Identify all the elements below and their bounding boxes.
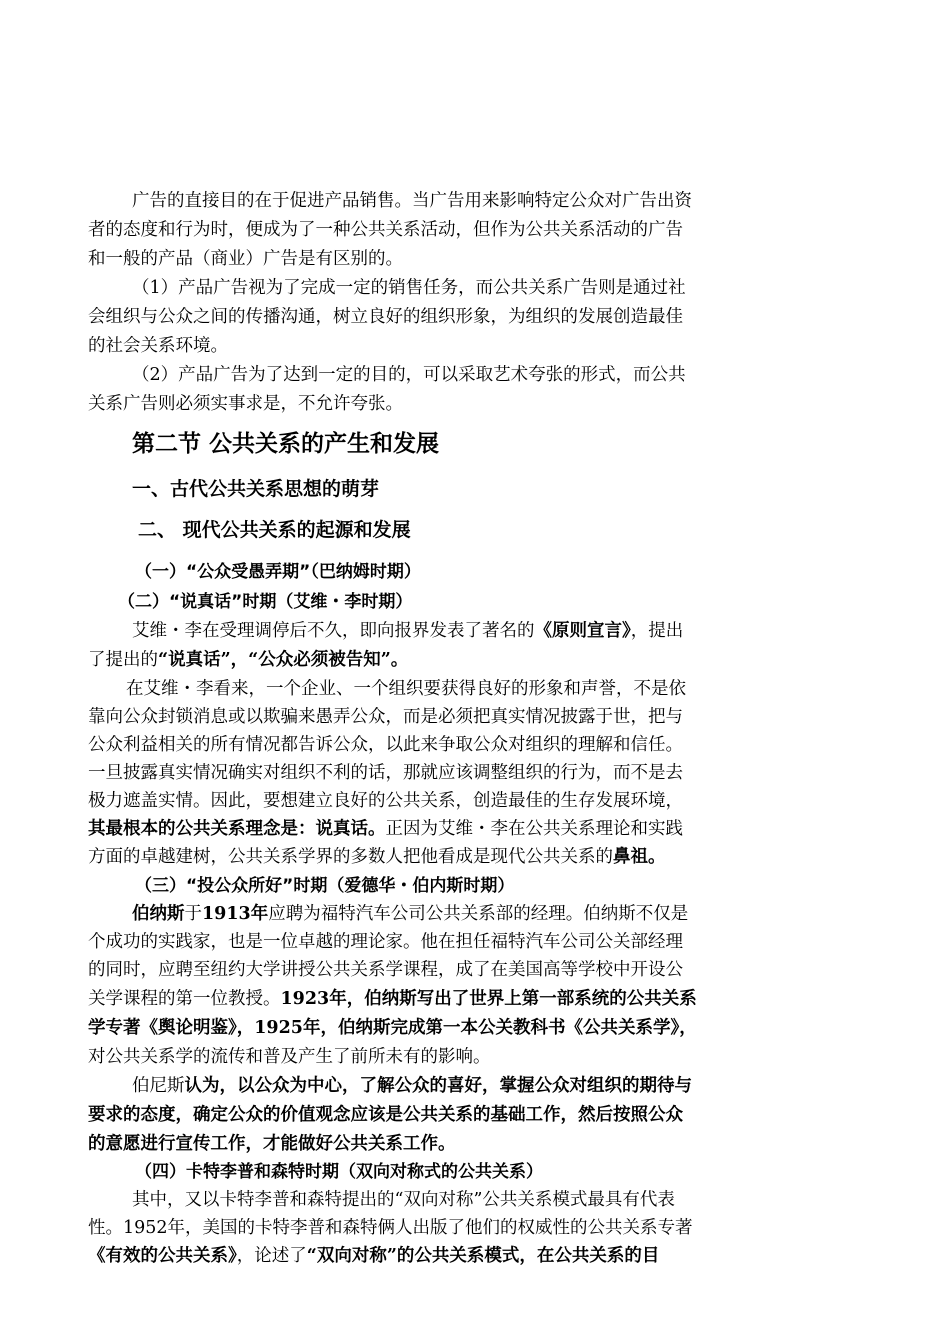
paragraph-line: 广告的直接目的在于促进产品销售。当广告用来影响特定公众对广告出资 [132,191,692,211]
paragraph-line: 性。1952年，美国的卡特李普和森特俩人出版了他们的权威性的公共关系专著 [88,1218,693,1238]
paragraph-line [88,900,792,928]
paragraph-line: 一旦披露真实情况确实对组织不利的话，那就应该调整组织的行为，而不是去 [88,763,683,783]
text-run: 应聘为福特汽车公司公共关系部的经理。伯纳斯不仅是 [268,904,689,924]
paragraph-line: 和一般的产品（商业）广告是有区别的。 [88,249,403,269]
paragraph-line: 要求的态度，确定公众的价值观念应该是公共关系的基础工作，然后按照公众 [88,1105,683,1125]
subheading-bernays: （三）“投公众所好”时期（爱德华・伯内斯时期） [135,876,515,896]
paragraph-line: 关系广告则必须实事求是，不允许夸张。 [88,394,403,414]
bold-text-run: 认为，以公众为中心，了解公众的喜好，掌握公众对组织的期待与 [184,1076,692,1096]
paragraph-line [88,1072,792,1100]
paragraph-line: 个成功的实践家，也是一位卓越的理论家。他在担任福特汽车公司公关部经理 [88,932,683,952]
text-run: 方面的卓越建树，公共关系学界的多数人把他看成是现代公共关系的 [88,847,613,867]
bold-text-run: 鼻祖。 [613,847,666,867]
paragraph-line [88,617,792,645]
paragraph-line [88,985,748,1013]
paragraph-line [88,843,748,871]
bold-text-run: 《有效的公共关系》 [88,1246,237,1266]
text-run: ，提出 [630,621,684,641]
paragraph-line [88,815,748,843]
paragraph-line: 极力遮盖实情。因此，要想建立良好的公共关系，创造最佳的生存发展环境， [88,791,683,811]
bold-text-run: 1923年，伯纳斯写出了世界上第一部系统的公共关系 [280,989,697,1009]
text-run: 伯尼斯 [132,1076,185,1096]
paragraph-line [88,646,748,674]
bold-text-run: “双向对称”的公共关系模式，在公共关系的目 [306,1246,660,1266]
text-run: 了提出的 [88,650,158,670]
paragraph-line: 学专著《舆论明鉴》，1925年，伯纳斯完成第一本公关教科书《公共关系学》， [88,1018,697,1038]
text-run: 正因为艾维・李在公共关系理论和实践 [385,819,683,839]
paragraph-line: 对公共关系学的流传和普及产生了前所未有的影响。 [88,1047,491,1067]
bold-text-run: 伯纳斯 [132,904,185,924]
heading-modern-pr: 二、 现代公共关系的起源和发展 [138,519,411,541]
subheading-ivy-lee: （二）“说真话”时期（艾维・李时期） [118,592,413,612]
subheading-barnum: （一）“公众受愚弄期”（巴纳姆时期） [135,562,421,582]
bold-text-run: “说真话”，“公众必须被告知”。 [158,650,409,670]
bold-text-run: 其最根本的公共关系理念是：说真话。 [88,819,386,839]
paragraph-line: 靠向公众封锁消息或以欺骗来愚弄公众，而是必须把真实情况披露于世，把与 [88,707,683,727]
heading-ancient-pr: 一、古代公共关系思想的萌芽 [132,478,380,500]
paragraph-line: 的社会关系环境。 [88,336,228,356]
paragraph-line: （2）产品广告为了达到一定的目的，可以采取艺术夸张的形式，而公共 [132,365,686,385]
paragraph-line: 在艾维・李看来，一个企业、一个组织要获得良好的形象和声誉，不是依 [126,679,686,699]
paragraph-line: 者的态度和行为时，便成为了一种公共关系活动，但作为公共关系活动的广告 [88,220,683,240]
text-run: ，论述了 [236,1246,307,1266]
section-title: 第二节 公共关系的产生和发展 [132,431,440,457]
bold-text-run: 《原则宣言》 [534,621,631,641]
subheading-cutlip-center: （四）卡特李普和森特时期（双向对称式的公共关系） [135,1162,543,1182]
paragraph-line: 的同时，应聘至纽约大学讲授公共关系学课程，成了在美国高等学校中开设公 [88,960,683,980]
paragraph-line: 会组织与公众之间的传播沟通，树立良好的组织形象，为组织的发展创造最佳 [88,307,683,327]
paragraph-line: 公众利益相关的所有情况都告诉公众，以此来争取公众对组织的理解和信任。 [88,735,683,755]
paragraph-line: 其中，又以卡特李普和森特提出的“双向对称”公共关系模式最具有代表 [132,1190,675,1210]
text-run: 艾维・李在受理调停后不久，即向报界发表了著名的 [132,621,535,641]
bold-text-run: 1913年 [202,904,269,924]
text-run: 于 [184,904,202,924]
paragraph-line: 的意愿进行宣传工作，才能做好公共关系工作。 [88,1134,456,1154]
paragraph-line: （1）产品广告视为了完成一定的销售任务，而公共关系广告则是通过社 [132,278,686,298]
text-run: 关学课程的第一位教授。 [88,989,281,1009]
paragraph-line [88,1242,748,1270]
